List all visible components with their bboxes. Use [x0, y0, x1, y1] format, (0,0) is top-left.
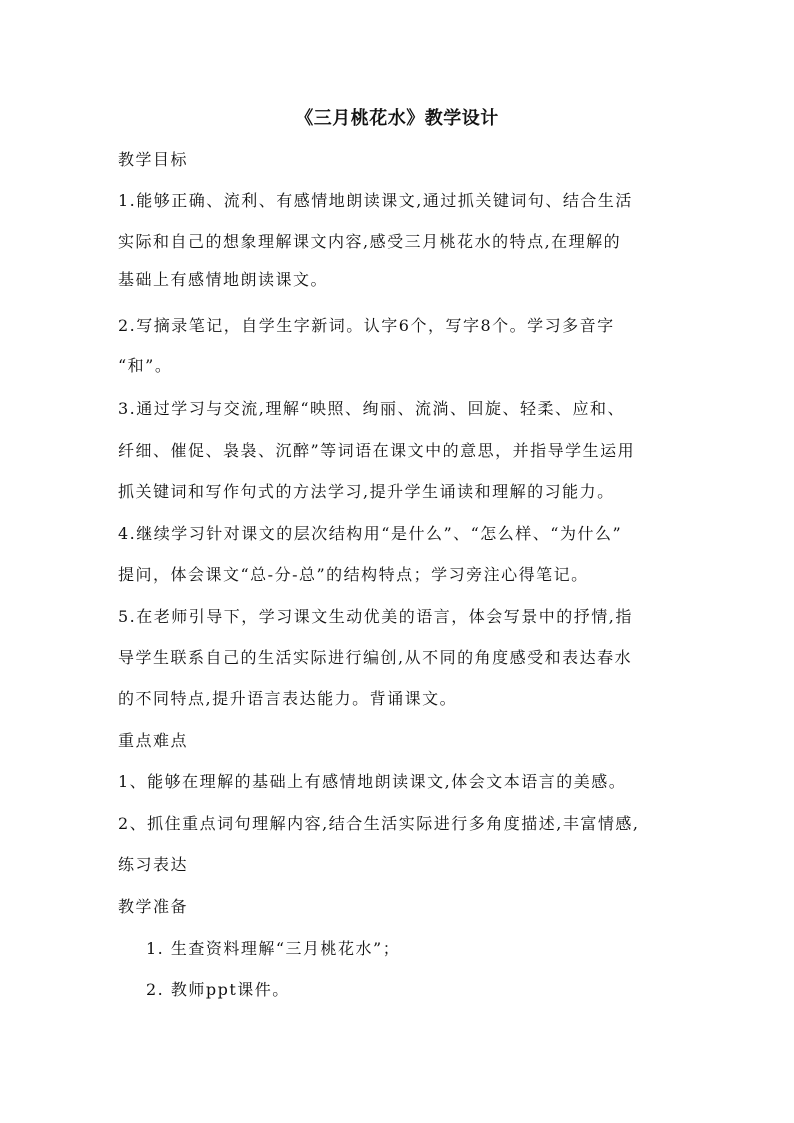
preparation-item-1: 1. 生查资料理解“三月桃花水”； [146, 939, 401, 958]
objective-1-line-1: 1.能够正确、流利、有感情地朗读课文,通过抓关键词句、结合生活 [118, 191, 633, 210]
objective-1-line-3: 基础上有感情地朗读课文。 [118, 270, 329, 289]
objectives-heading: 教学目标 [118, 150, 189, 169]
objective-3-line-3: 抓关键词和写作句式的方法学习,提升学生诵读和理解的习能力。 [118, 482, 615, 501]
objective-1-line-2: 实际和自己的想象理解课文内容,感受三月桃花水的特点,在理解的 [118, 232, 622, 251]
key-point-2-line-1: 2、抓住重点词句理解内容,结合生活实际进行多角度描述,丰富情感, [118, 814, 640, 833]
key-point-2-line-2: 练习表达 [118, 855, 189, 874]
preparation-heading: 教学准备 [118, 897, 189, 916]
preparation-item-2: 2. 教师ppt课件。 [146, 980, 290, 999]
objective-4-line-2: 提问，体会课文“总-分-总”的结构特点；学习旁注心得笔记。 [118, 565, 589, 584]
objective-5-line-2: 导学生联系自己的生活实际进行编创,从不同的角度感受和表达春水 [118, 648, 633, 667]
objective-3-line-2: 纤细、催促、袅袅、沉醉”等词语在课文中的意思，并指导学生运用 [118, 441, 636, 460]
objective-4-line-1: 4.继续学习针对课文的层次结构用“是什么”、“怎么样、“为什么” [118, 524, 623, 543]
key-point-1-line-1: 1、能够在理解的基础上有感情地朗读课文,体会文本语言的美感。 [118, 772, 627, 791]
objective-3-line-1: 3.通过学习与交流,理解“映照、绚丽、流淌、回旋、轻柔、应和、 [118, 399, 626, 418]
objective-5-line-1: 5.在老师引导下，学习课文生动优美的语言，体会写景中的抒情,指 [118, 607, 633, 626]
document-title: 《三月桃花水》教学设计 [295, 108, 499, 129]
objective-5-line-3: 的不同特点,提升语言表达能力。背诵课文。 [118, 689, 458, 708]
key-points-heading: 重点难点 [118, 731, 189, 750]
objective-2-line-1: 2.写摘录笔记，自学生字新词。认字6个，写字8个。学习多音字 [118, 316, 615, 335]
objective-2-line-2: “和”。 [118, 356, 173, 375]
